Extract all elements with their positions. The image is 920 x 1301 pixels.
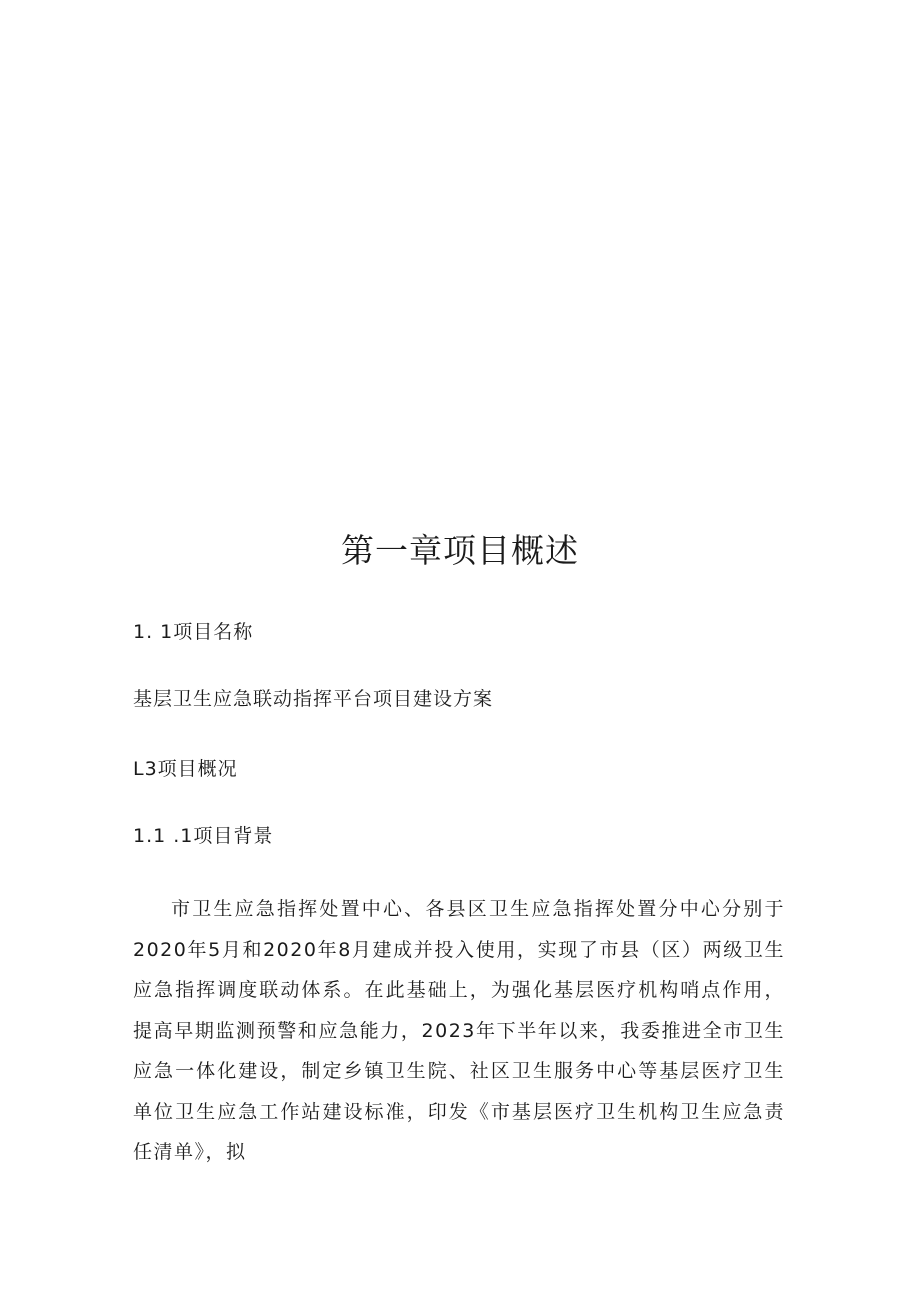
background-paragraph: 市卫生应急指挥处置中心、各县区卫生应急指挥处置分中心分别于2020年5月和2020年8月建成并投入使用，实现了市县（区）两级卫生应急指挥调度联动体系。在此基础上，为强化基层医疗机构哨点作用，提高早期监测预警和应急能力，2023年下半年以来，我委推进全市卫生应急一体化建设，制定乡镇卫生院、社区卫生服务中心等基层医疗卫生单位卫生应急工作站建设标准，印发《市基层医疗卫生机构卫生应急责任清单》，拟 (133, 898, 785, 1163)
chapter-title: 第一章项目概述 (341, 531, 579, 570)
section-heading-project-background: 1.1 .1项目背景 (133, 825, 274, 847)
section-heading-project-overview: L3项目概况 (133, 758, 238, 780)
section-heading-project-name: 1. 1项目名称 (133, 621, 254, 643)
project-name-text: 基层卫生应急联动指挥平台项目建设方案 (133, 688, 494, 710)
